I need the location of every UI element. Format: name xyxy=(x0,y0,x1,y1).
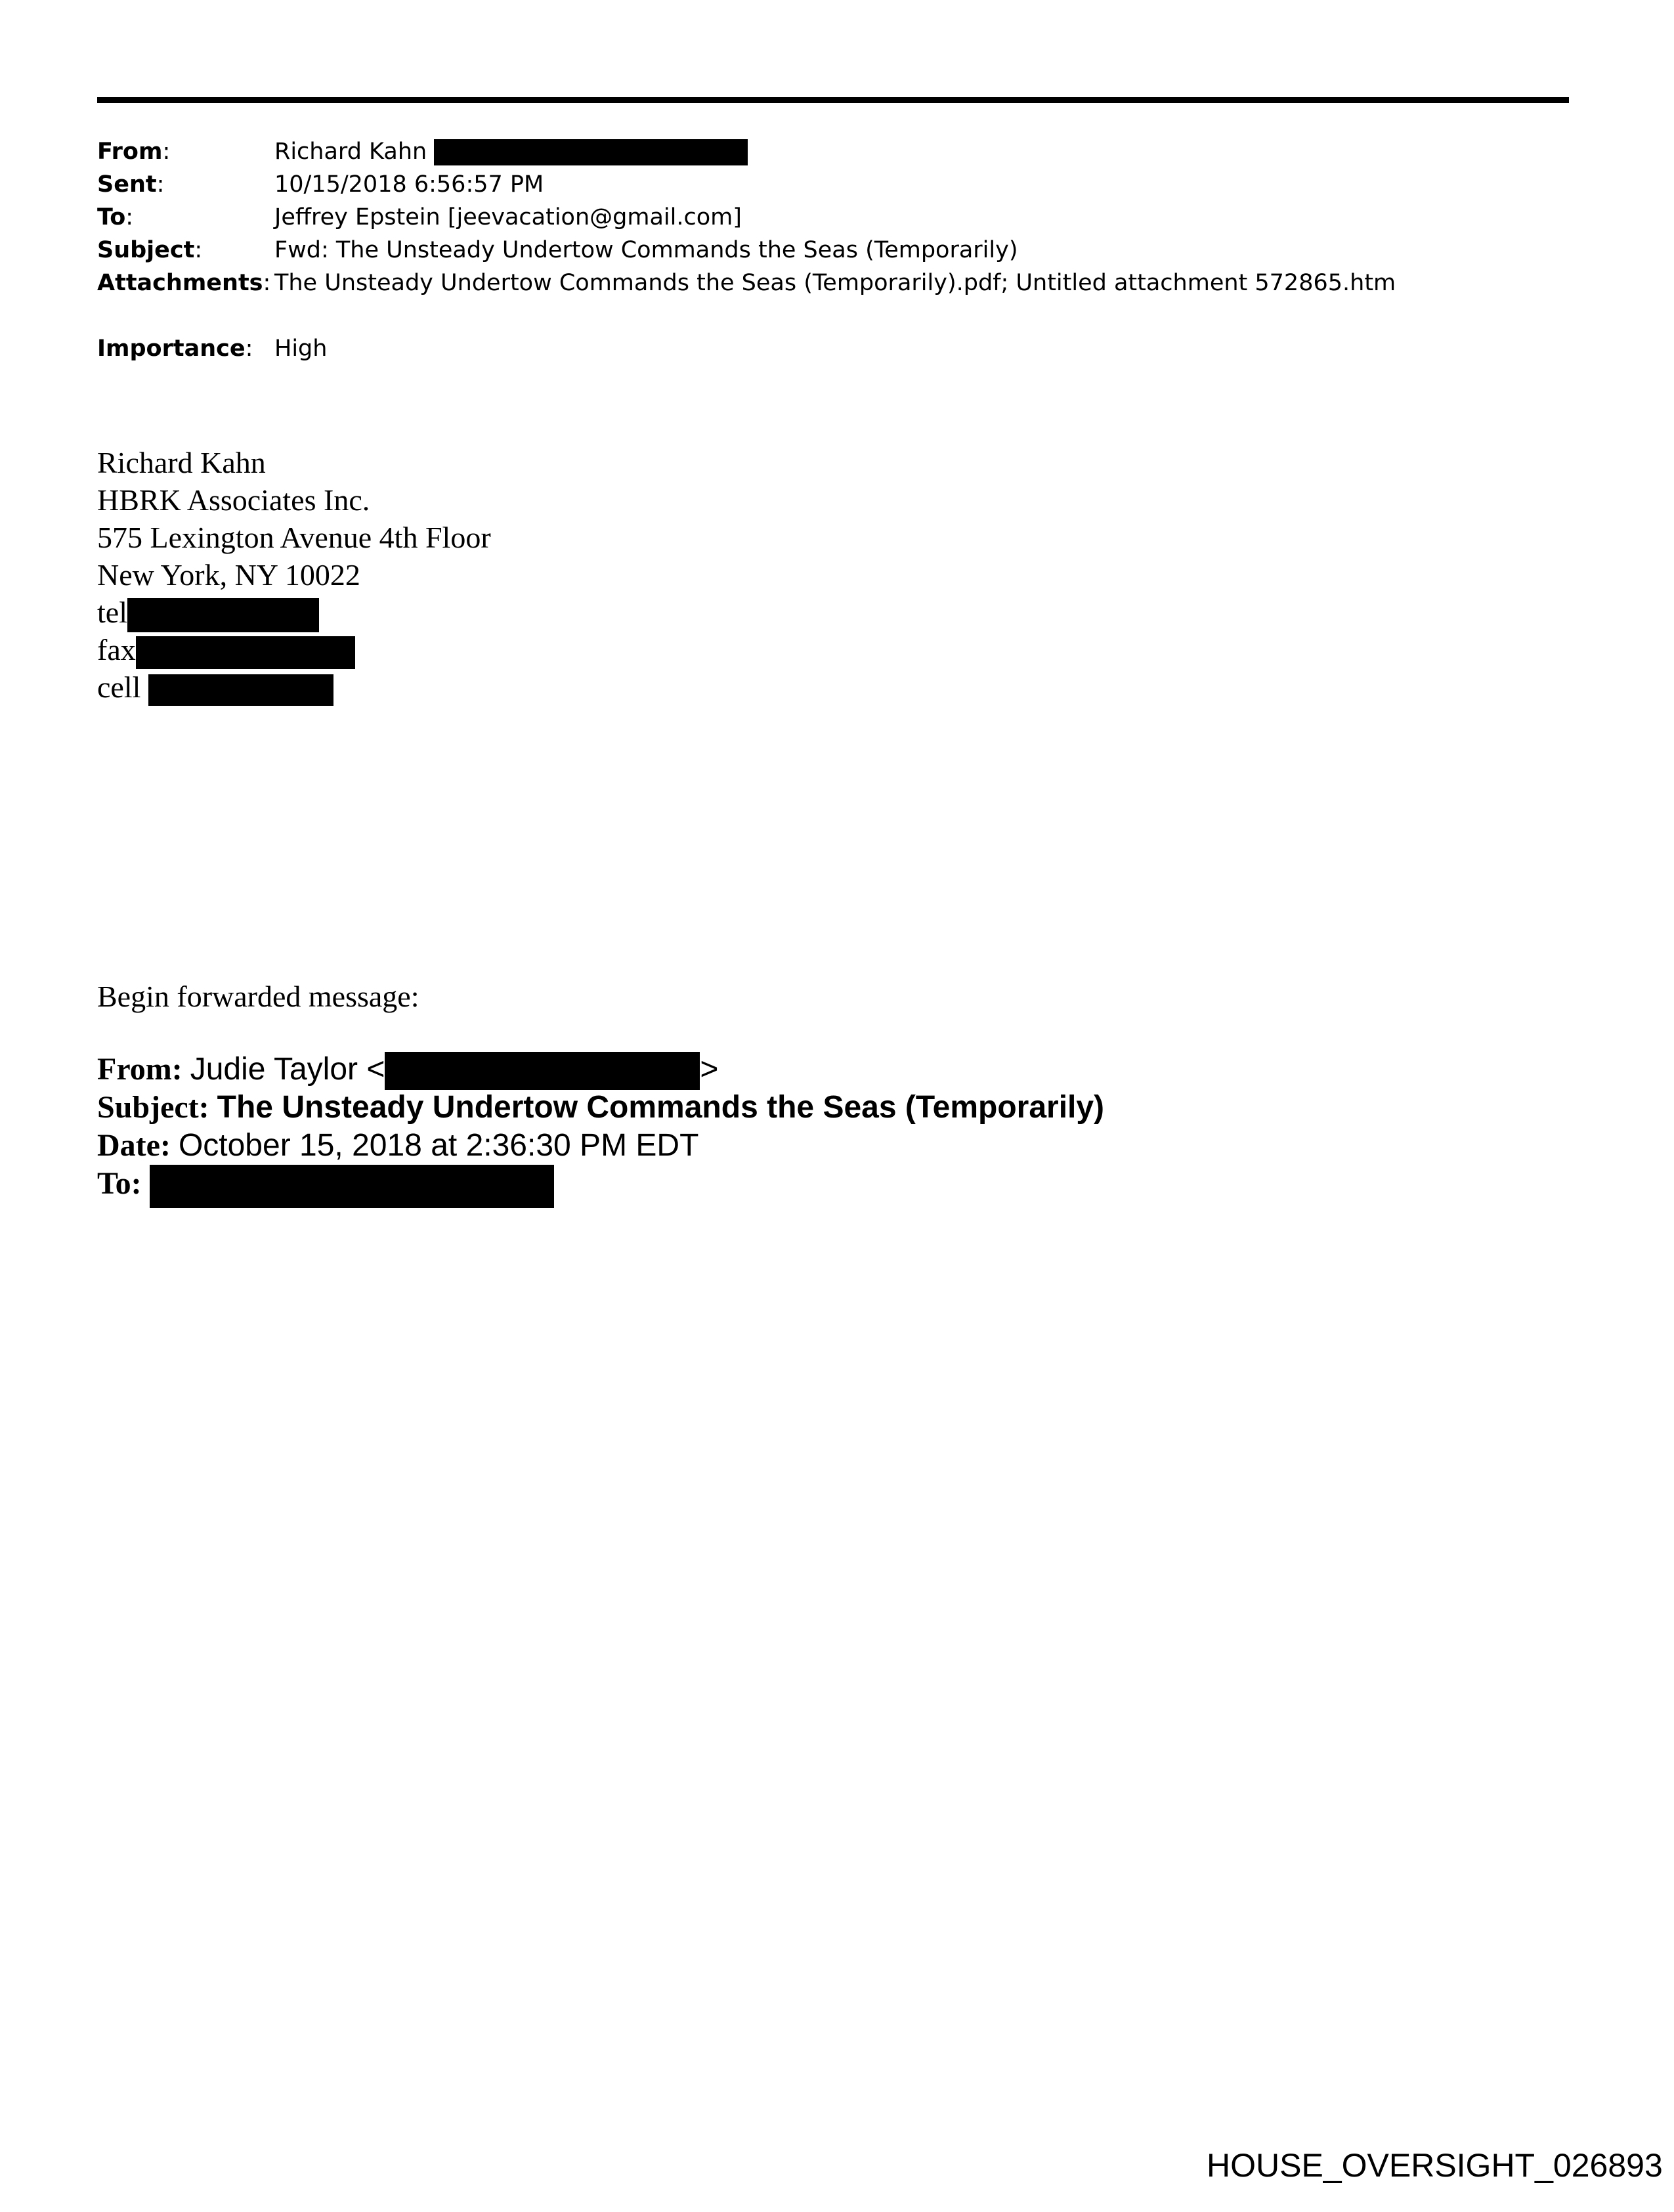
sent-value: 10/15/2018 6:56:57 PM xyxy=(274,171,544,198)
to-value: Jeffrey Epstein [jeevacation@gmail.com] xyxy=(274,204,742,230)
bates-number: HOUSE_OVERSIGHT_026893 xyxy=(1207,2147,1663,2184)
redaction xyxy=(148,674,333,706)
signature-name: Richard Kahn xyxy=(97,446,266,479)
to-row: To: Jeffrey Epstein [jeevacation@gmail.com] xyxy=(97,201,1396,234)
from-row: From: Richard Kahn xyxy=(97,135,1396,168)
importance-value: High xyxy=(274,336,328,362)
forwarded-subject-value: The Unsteady Undertow Commands the Seas (Temporarily) xyxy=(217,1090,1105,1125)
redaction xyxy=(434,139,748,165)
email-header xyxy=(97,135,1396,365)
redaction xyxy=(385,1052,700,1090)
redaction xyxy=(150,1165,554,1208)
signature-cell: cell xyxy=(97,668,491,706)
subject-row: Subject: Fwd: The Unsteady Undertow Commands the Seas (Temporarily) xyxy=(97,234,1396,267)
redaction xyxy=(136,636,355,669)
forwarded-subject-label: Subject: xyxy=(97,1090,209,1125)
subject-value: Fwd: The Unsteady Undertow Commands the Seas (Temporarily) xyxy=(274,237,1018,263)
forwarded-from-label: From: xyxy=(97,1052,182,1087)
forwarded-date-row xyxy=(97,1127,1104,1165)
importance-label: Importance xyxy=(97,336,246,362)
signature-company: HBRK Associates Inc. xyxy=(97,483,370,517)
attachments-row: Attachments: The Unsteady Undertow Commands the Seas (Temporarily).pdf; Untitled attachment 572865.htm xyxy=(97,267,1396,299)
from-value: Richard Kahn xyxy=(274,135,748,168)
sent-label: Sent xyxy=(97,171,157,198)
to-label: To xyxy=(97,204,126,230)
forwarded-from-row xyxy=(97,1051,1104,1089)
forwarded-header xyxy=(97,1051,1104,1203)
subject-label: Subject xyxy=(97,237,195,263)
from-label: From xyxy=(97,139,163,165)
signature-address: 575 Lexington Avenue 4th Floor xyxy=(97,521,491,554)
redaction xyxy=(127,598,319,632)
signature-tel: tel xyxy=(97,594,491,631)
forwarded-intro: Begin forwarded message: xyxy=(97,980,419,1013)
attachments-label: Attachments xyxy=(97,270,263,296)
forwarded-to-label: To: xyxy=(97,1166,142,1202)
forwarded-date-label: Date: xyxy=(97,1128,171,1163)
forwarded-date-value: October 15, 2018 at 2:36:30 PM EDT xyxy=(178,1128,699,1163)
importance-row: Importance: High xyxy=(97,332,1396,365)
forwarded-from-value: Judie Taylor < > xyxy=(190,1052,719,1087)
signature-block xyxy=(97,444,491,706)
sent-row: Sent: 10/15/2018 6:56:57 PM xyxy=(97,168,1396,201)
header-rule xyxy=(97,97,1569,103)
attachments-value: The Unsteady Undertow Commands the Seas (Temporarily).pdf; Untitled attachment 572865.htm xyxy=(274,270,1396,296)
signature-city: New York, NY 10022 xyxy=(97,558,360,592)
signature-fax: fax xyxy=(97,631,491,668)
forwarded-subject-row xyxy=(97,1089,1104,1127)
forwarded-to-row xyxy=(97,1165,1104,1203)
